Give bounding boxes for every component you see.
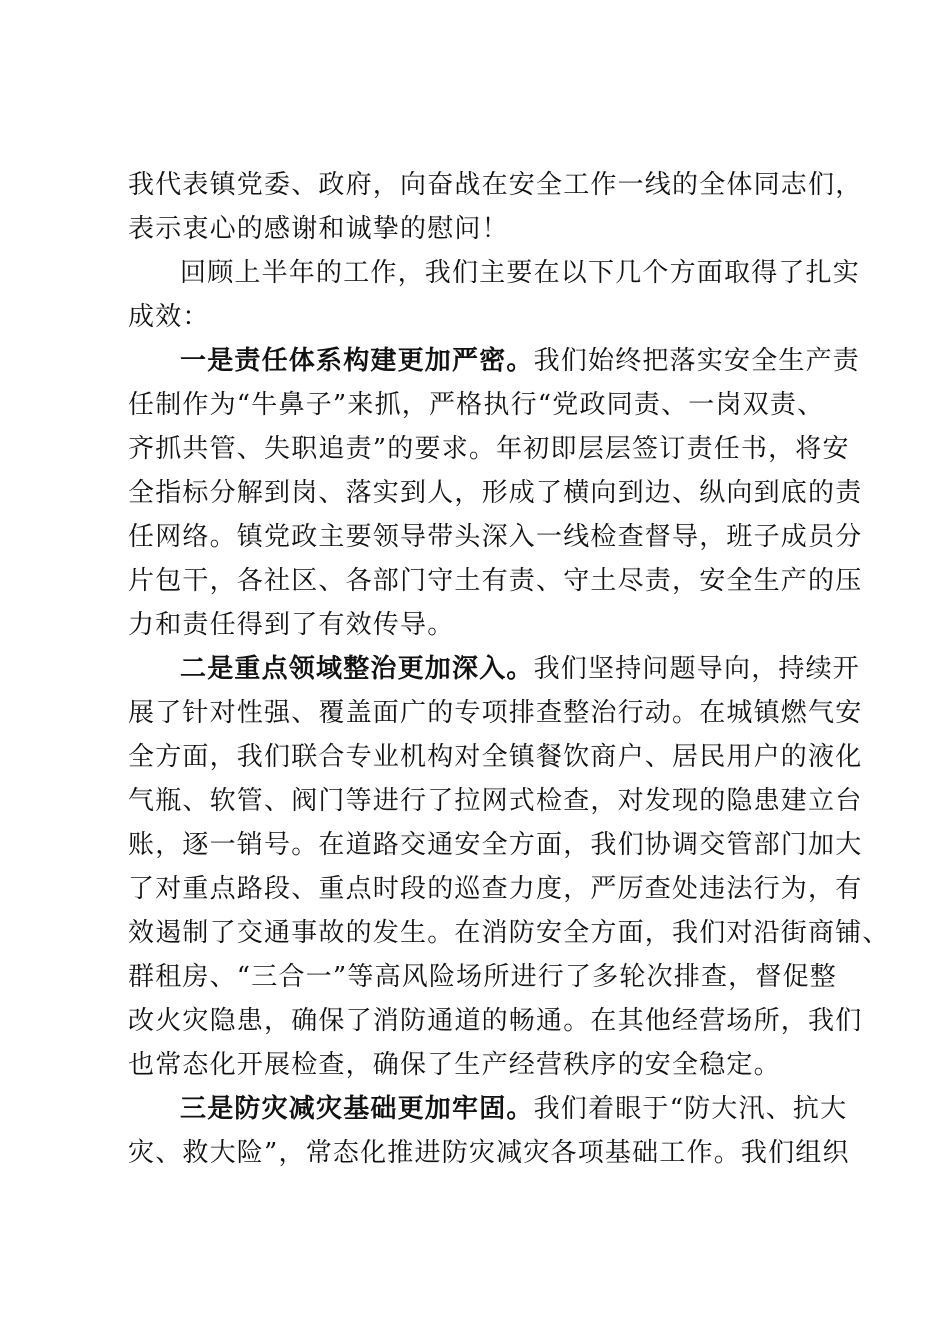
text-line: 也常态化开展检查，确保了生产经营秩序的安全稳定。: [128, 1050, 781, 1080]
text-line: 任制作为“牛鼻子”来抓，严格执行“党政同责、一岗双责、: [128, 390, 825, 420]
text-line: 展了针对性强、覆盖面广的专项排查整治行动。在城镇燃气安: [128, 698, 863, 728]
paragraph-first-line: [180, 344, 860, 378]
paragraph-text: 我们坚持问题导向，持续开: [533, 654, 861, 684]
text-line: 气瓶、软管、阀门等进行了拉网式检查，对发现的隐患建立台: [128, 786, 863, 816]
text-line: 账，逐一销号。在道路交通安全方面，我们协调交管部门加大: [128, 830, 863, 860]
paragraph-first-line: [180, 652, 860, 686]
text-line: 效遏制了交通事故的发生。在消防安全方面，我们对沿街商铺、: [128, 918, 890, 948]
text-line: 了对重点路段、重点时段的巡查力度，严厉查处违法行为，有: [128, 874, 863, 904]
paragraph-first-line: [180, 1092, 847, 1126]
text-line: 全方面，我们联合专业机构对全镇餐饮商户、居民用户的液化: [128, 742, 863, 772]
section-heading: 一是责任体系构建更加严密。: [180, 346, 534, 376]
text-line: 我代表镇党委、政府，向奋战在安全工作一线的全体同志们，: [128, 170, 863, 200]
text-line: 表示衷心的感谢和诚挚的慰问！: [128, 214, 509, 244]
text-line: 齐抓共管、失职追责”的要求。年初即层层签订责任书，将安: [128, 434, 850, 464]
paragraph-text: 我们着眼于“防大汛、抗大: [533, 1094, 848, 1124]
text-line: 群租房、“三合一”等高风险场所进行了多轮次排查，督促整: [128, 962, 837, 992]
paragraph-text: 我们始终把落实安全生产责: [533, 346, 861, 376]
section-heading: 三是防灾减灾基础更加牢固。: [180, 1094, 534, 1124]
text-line: 改火灾隐患，确保了消防通道的畅通。在其他经营场所，我们: [128, 1006, 863, 1036]
text-line: 力和责任得到了有效传导。: [128, 610, 455, 640]
text-line: 全指标分解到岗、落实到人，形成了横向到边、纵向到底的责: [128, 478, 863, 508]
text-line: 片包干，各社区、各部门守土有责、守土尽责，安全生产的压: [128, 566, 863, 596]
text-line: 灾、救大险”，常态化推进防灾减灾各项基础工作。我们组织: [128, 1138, 850, 1168]
paragraph-first-line: 回顾上半年的工作，我们主要在以下几个方面取得了扎实: [180, 258, 861, 288]
section-heading: 二是重点领域整治更加深入。: [180, 654, 534, 684]
text-line: 任网络。镇党政主要领导带头深入一线检查督导，班子成员分: [128, 522, 863, 552]
text-line: 成效：: [128, 302, 210, 332]
